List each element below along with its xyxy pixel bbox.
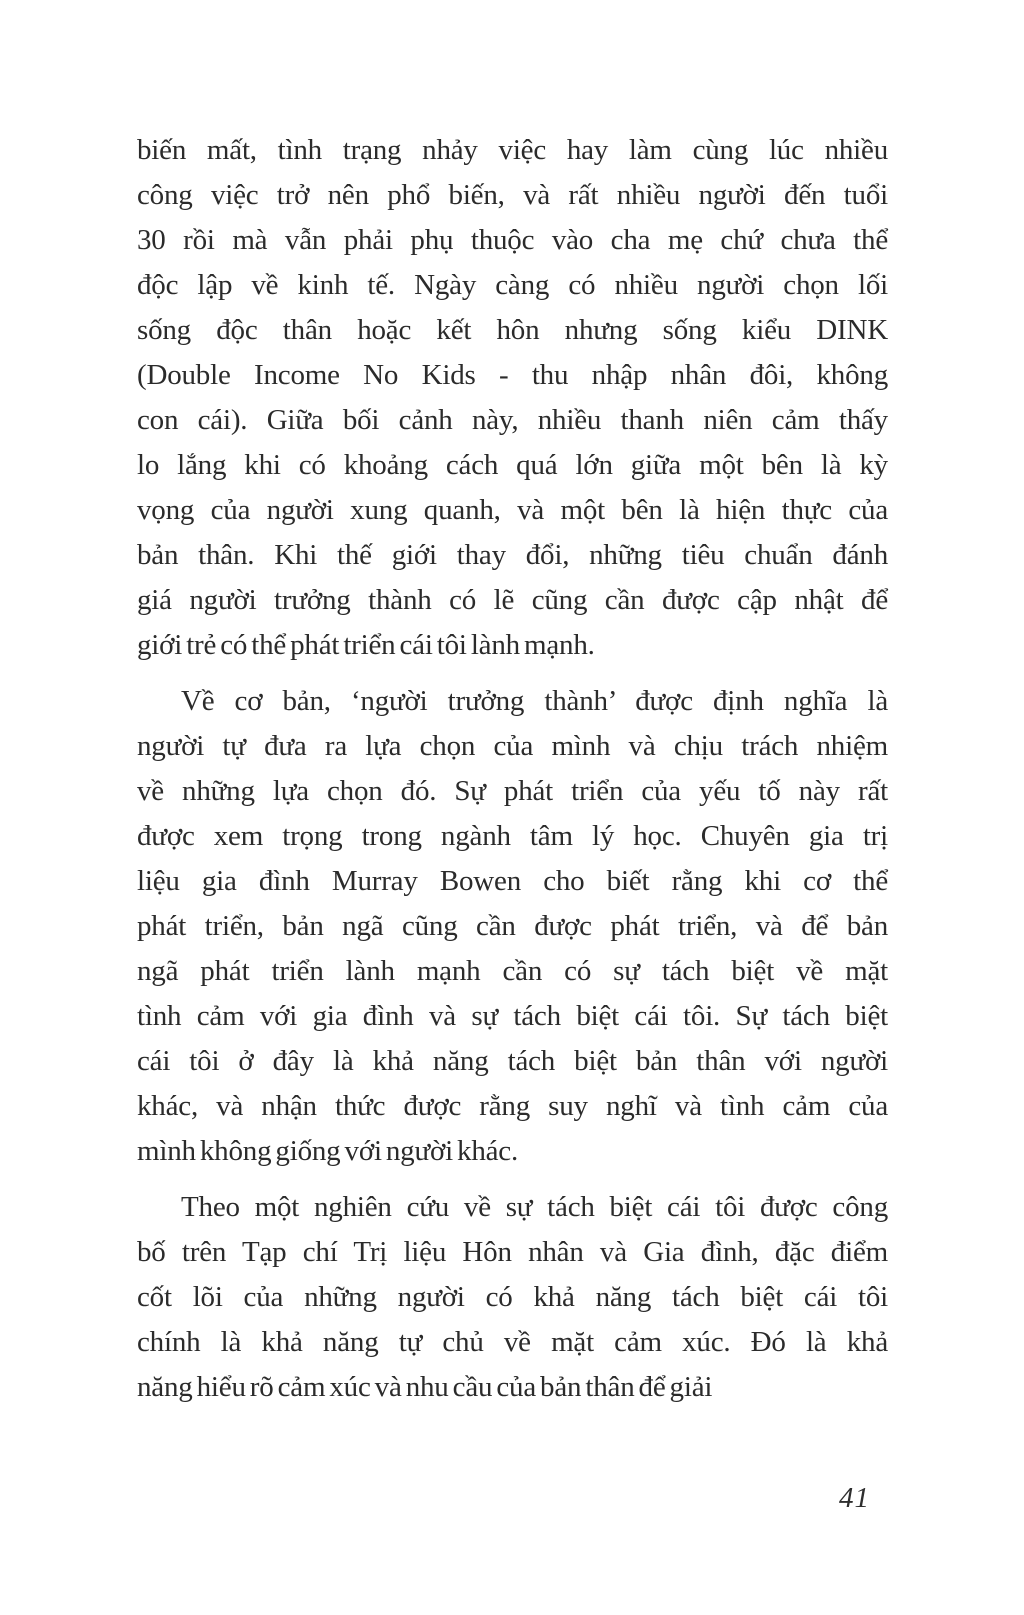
text-line: công việc trở nên phổ biến, và rất nhiều người đến tuổi [137,179,888,211]
text-line: 30 rồi mà vẫn phải phụ thuộc vào cha mẹ chứ chưa thể [137,224,888,256]
text-line: tình cảm với gia đình và sự tách biệt cái tôi. Sự tách biệt [137,1000,888,1032]
body-text [137,128,888,1410]
text-line: cốt lõi của những người có khả năng tách biệt cái tôi [137,1281,888,1313]
text-line: về những lựa chọn đó. Sự phát triển của yếu tố này rất [137,775,888,807]
text-line: liệu gia đình Murray Bowen cho biết rằng khi cơ thể [137,865,888,897]
text-line: sống độc thân hoặc kết hôn nhưng sống kiểu DINK [137,314,888,346]
text-line: bản thân. Khi thế giới thay đổi, những tiêu chuẩn đánh [137,539,888,571]
text-line: độc lập về kinh tế. Ngày càng có nhiều người chọn lối [137,269,888,301]
text-line: con cái). Giữa bối cảnh này, nhiều thanh niên cảm thấy [137,404,888,436]
text-line: Theo một nghiên cứu về sự tách biệt cái tôi được công [181,1191,888,1223]
text-line: người tự đưa ra lựa chọn của mình và chịu trách nhiệm [137,730,888,762]
paragraph [137,679,888,1174]
text-line: ngã phát triển lành mạnh cần có sự tách biệt về mặt [137,955,888,987]
text-line: Về cơ bản, ‘người trưởng thành’ được định nghĩa là [181,685,888,717]
text-line: mình không giống với người khác. [137,1135,519,1167]
text-line: chính là khả năng tự chủ về mặt cảm xúc. Đó là khả [137,1326,888,1358]
text-line: biến mất, tình trạng nhảy việc hay làm cùng lúc nhiều [137,134,888,166]
page-number: 41 [839,1482,870,1514]
text-line: năng hiểu rõ cảm xúc và nhu cầu của bản thân để giải [137,1371,713,1403]
text-line: khác, và nhận thức được rằng suy nghĩ và tình cảm của [137,1090,888,1122]
text-line: vọng của người xung quanh, và một bên là hiện thực của [137,494,888,526]
text-line: giới trẻ có thể phát triển cái tôi lành mạnh. [137,629,595,661]
text-line: giá người trưởng thành có lẽ cũng cần được cập nhật để [137,584,888,616]
text-line: lo lắng khi có khoảng cách quá lớn giữa một bên là kỳ [137,449,888,481]
text-line: cái tôi ở đây là khả năng tách biệt bản thân với người [137,1045,888,1077]
text-line: bố trên Tạp chí Trị liệu Hôn nhân và Gia đình, đặc điểm [137,1236,888,1268]
paragraph [137,1185,888,1410]
paragraph [137,128,888,668]
text-line: được xem trọng trong ngành tâm lý học. Chuyên gia trị [137,820,888,852]
text-line: phát triển, bản ngã cũng cần được phát triển, và để bản [137,910,888,942]
text-line: (Double Income No Kids - thu nhập nhân đôi, không [137,359,888,391]
